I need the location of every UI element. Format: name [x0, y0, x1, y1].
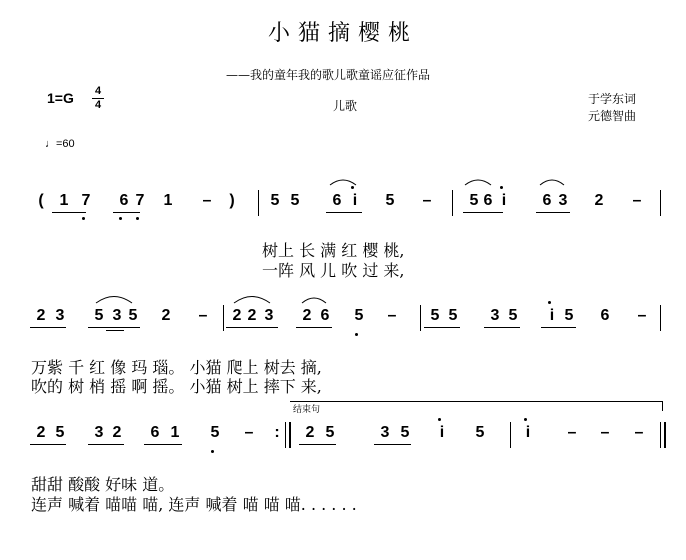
- lyrics-row3-line1: 甜甜 酸酸 好味 道。: [31, 475, 175, 494]
- note: 6: [332, 192, 342, 209]
- time-sig-top: 4: [94, 85, 102, 97]
- note: 2: [247, 307, 257, 324]
- note: 5: [325, 424, 335, 441]
- note: 2: [36, 307, 46, 324]
- note: 6: [542, 192, 552, 209]
- genre-label: 儿歌: [333, 99, 358, 113]
- note: i: [525, 424, 531, 441]
- lyrics-row3-line2: 连声 喊着 喵喵 喵, 连声 喊着 喵 喵 喵. . . . . .: [31, 495, 357, 514]
- note: 5: [354, 307, 364, 324]
- note: 2: [232, 307, 242, 324]
- note: –: [198, 307, 208, 324]
- lyrics-row2-line1: 万紫 千 红 像 玛 瑙。 小猫 爬上 树去 摘,: [31, 358, 322, 377]
- note: 5: [475, 424, 485, 441]
- time-sig-bottom: 4: [94, 99, 102, 111]
- note: 2: [112, 424, 122, 441]
- note: 5: [508, 307, 518, 324]
- note: –: [637, 307, 647, 324]
- note: –: [422, 192, 432, 209]
- note: 2: [305, 424, 315, 441]
- note: (: [38, 192, 44, 209]
- note: 5: [469, 192, 479, 209]
- note: 7: [135, 192, 145, 209]
- note: –: [202, 192, 212, 209]
- note: 5: [385, 192, 395, 209]
- key-signature: 1=G: [47, 90, 74, 106]
- note: 5: [290, 192, 300, 209]
- note: 6: [119, 192, 129, 209]
- note: 5: [564, 307, 574, 324]
- lyricist: 于学东词: [588, 92, 637, 106]
- quarter-note-icon: ♩: [45, 138, 56, 150]
- note: –: [600, 424, 610, 441]
- note: –: [567, 424, 577, 441]
- note: 3: [490, 307, 500, 324]
- note: 6: [320, 307, 330, 324]
- note: –: [387, 307, 397, 324]
- note: 2: [36, 424, 46, 441]
- tempo-value: =60: [56, 138, 75, 150]
- note: –: [634, 424, 644, 441]
- note: 6: [150, 424, 160, 441]
- note: 7: [81, 192, 91, 209]
- lyrics-row1-line1: 树上 长 满 红 樱 桃,: [262, 241, 405, 260]
- note: 6: [483, 192, 493, 209]
- note: 3: [558, 192, 568, 209]
- note: 6: [600, 307, 610, 324]
- tie: [465, 180, 491, 185]
- ending-label: 结束句: [293, 404, 321, 414]
- note: 5: [94, 307, 104, 324]
- note: 5: [448, 307, 458, 324]
- note: 3: [94, 424, 104, 441]
- note: i: [439, 424, 445, 441]
- note: 5: [400, 424, 410, 441]
- note: i: [549, 307, 555, 324]
- composer: 元德智曲: [588, 109, 637, 123]
- note: 1: [170, 424, 180, 441]
- tie: [302, 298, 326, 303]
- note: 5: [430, 307, 440, 324]
- lyrics-row1-line2: 一阵 风 儿 吹 过 来,: [262, 261, 405, 280]
- note: 5: [128, 307, 138, 324]
- note: :: [274, 424, 280, 441]
- subtitle: ——我的童年我的歌儿歌童谣应征作品: [226, 68, 431, 82]
- note: 5: [55, 424, 65, 441]
- note: –: [244, 424, 254, 441]
- tie: [96, 297, 132, 304]
- note: 5: [270, 192, 280, 209]
- note: 3: [380, 424, 390, 441]
- note: 3: [55, 307, 65, 324]
- note: 2: [161, 307, 171, 324]
- lyrics-row2-line2: 吹的 树 梢 摇 啊 摇。 小猫 树上 摔下 来,: [31, 377, 322, 396]
- note: 3: [112, 307, 122, 324]
- note: i: [352, 192, 358, 209]
- note: 1: [59, 192, 69, 209]
- note: 3: [264, 307, 274, 324]
- note: 5: [210, 424, 220, 441]
- note: –: [632, 192, 642, 209]
- note: i: [501, 192, 507, 209]
- note: 2: [594, 192, 604, 209]
- note: 2: [302, 307, 312, 324]
- tie: [330, 180, 356, 185]
- tie: [234, 297, 270, 304]
- tie: [540, 180, 564, 185]
- note: ): [229, 192, 235, 209]
- song-title: 小猫摘樱桃: [267, 21, 418, 46]
- note: 1: [163, 192, 173, 209]
